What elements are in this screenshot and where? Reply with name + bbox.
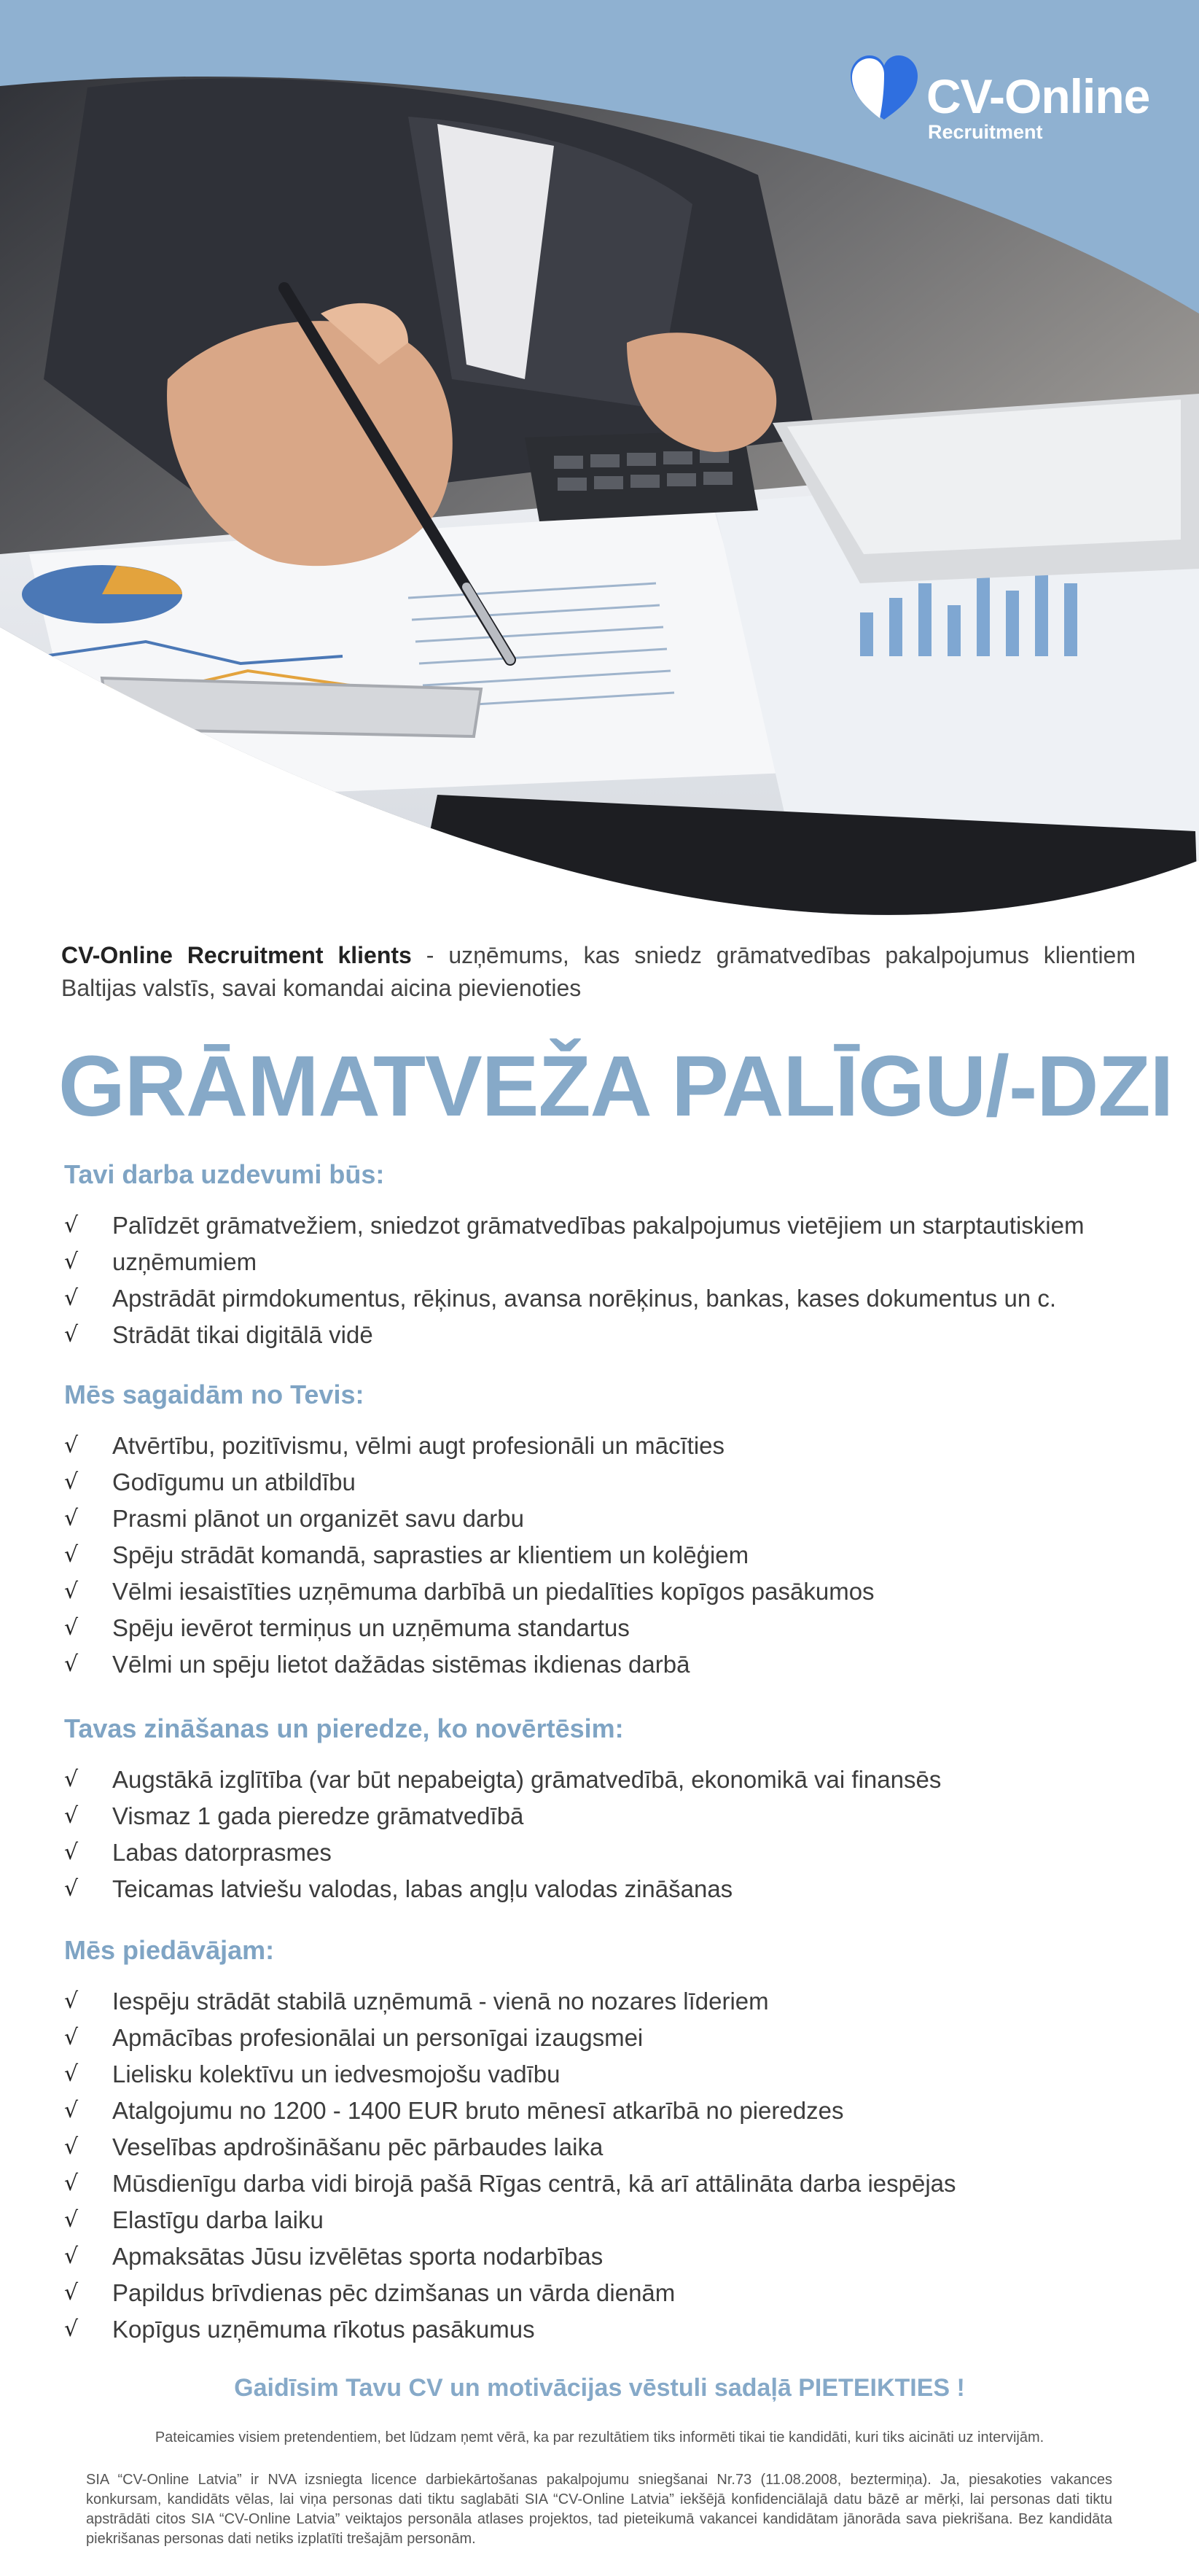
list-item: √ Mūsdienīgu darba vidi birojā pašā Rīgas centrā, kā arī attālināta darba iespējas bbox=[64, 2166, 1143, 2202]
legal-disclaimer: SIA “CV-Online Latvia” ir NVA izsniegta licence darbiekārtošanas pakalpojumu sniegšanai Nr.73 (11.08.2008, beztermiņa). Ja, piesakoties vakances konkursam, kandidāts vēlas, lai viņa personas dati tiktu saglabāti SIA “CV-Online Latvia” iekšējā konfidenciālajā datu bāzē ar mērķi, lai personas dati tiktu apstrādāti citos SIA “CV-Online Latvia” veiktajos personāla atlases projektos, tad pieteikumā vakancei kandidātam jānorāda sava piekrišana. Bez kandidāta piekrišanas personas dati netiks izplatīti trešajām personām. bbox=[86, 2472, 1112, 2547]
section-expectations bbox=[64, 1378, 1143, 1683]
check-icon: √ bbox=[64, 1249, 79, 1275]
check-icon: √ bbox=[64, 2244, 79, 2269]
intro-paragraph bbox=[61, 939, 1136, 1005]
list-item: √ Iespēju strādāt stabilā uzņēmumā - vienā no nozares līderiem bbox=[64, 1983, 1143, 2020]
list-item: √ Spēju ievērot termiņus un uzņēmuma standartus bbox=[64, 1610, 1143, 1646]
list-item: √ Apmaksātas Jūsu izvēlētas sporta nodarbības bbox=[64, 2238, 1143, 2275]
intro-text: - uzņēmums, kas sniedz grāmatvedības pakalpojumus klientiem Baltijas valstīs, savai komandai aicina pievienoties bbox=[61, 942, 1136, 1001]
logo-wordmark: CV-Online bbox=[926, 69, 1150, 123]
list-item: √ uzņēmumiem bbox=[64, 1244, 1143, 1280]
list-item: √ Kopīgus uzņēmuma rīkotus pasākumus bbox=[64, 2311, 1143, 2348]
list-item: √ Spēju strādāt komandā, saprasties ar klientiem un kolēģiem bbox=[64, 1537, 1143, 1573]
list-item: √ Labas datorprasmes bbox=[64, 1834, 1143, 1871]
check-icon: √ bbox=[64, 1213, 79, 1238]
section-heading: Tavi darba uzdevumi būs: bbox=[64, 1159, 385, 1189]
section-heading: Mēs sagaidām no Tevis: bbox=[64, 1380, 364, 1409]
section-list bbox=[64, 1207, 1143, 1353]
section-heading: Tavas zināšanas un pieredze, ko novērtēsim: bbox=[64, 1713, 624, 1743]
list-item: √ Vēlmi un spēju lietot dažādas sistēmas ikdienas darbā bbox=[64, 1646, 1143, 1683]
check-icon: √ bbox=[64, 2207, 79, 2233]
list-item: √ Atalgojumu no 1200 - 1400 EUR bruto mēnesī atkarībā no pieredzes bbox=[64, 2093, 1143, 2129]
list-item: √ Augstākā izglītība (var būt nepabeigta) grāmatvedībā, ekonomikā vai finansēs bbox=[64, 1762, 1143, 1798]
check-icon: √ bbox=[64, 1433, 79, 1458]
check-icon: √ bbox=[64, 2098, 79, 2123]
check-icon: √ bbox=[64, 1988, 79, 2014]
list-item: √ Godīgumu un atbildību bbox=[64, 1464, 1143, 1501]
apply-call-to-action: Gaidīsim Tavu CV un motivācijas vēstuli sadaļā PIETEIKTIES ! bbox=[234, 2374, 965, 2402]
check-icon: √ bbox=[64, 1803, 79, 1829]
logo-subtitle: Recruitment bbox=[928, 121, 1043, 143]
list-item: √ Apstrādāt pirmdokumentus, rēķinus, avansa norēķinus, bankas, kases dokumentus un c. bbox=[64, 1280, 1143, 1317]
hero-banner bbox=[0, 0, 1199, 941]
cv-online-heart-logo-icon bbox=[848, 52, 921, 125]
check-icon: √ bbox=[64, 1469, 79, 1495]
section-list bbox=[64, 1983, 1143, 2348]
list-item: √ Apmācības profesionālai un personīgai izaugsmei bbox=[64, 2020, 1143, 2056]
section-list bbox=[64, 1762, 1143, 1907]
section-heading: Mēs piedāvājam: bbox=[64, 1935, 275, 1965]
check-icon: √ bbox=[64, 2134, 79, 2160]
list-item: √ Veselības apdrošināšanu pēc pārbaudes laika bbox=[64, 2129, 1143, 2166]
list-item: √ Elastīgu darba laiku bbox=[64, 2202, 1143, 2238]
check-icon: √ bbox=[64, 2061, 79, 2087]
check-icon: √ bbox=[64, 1542, 79, 1568]
candidate-note: Pateicamies visiem pretendentiem, bet lūdzam ņemt vērā, ka par rezultātiem tiks informēti tikai tie kandidāti, kuri tiks aicināti uz intervijām. bbox=[155, 2429, 1044, 2445]
list-item: √ Atvērtību, pozitīvismu, vēlmi augt profesionāli un mācīties bbox=[64, 1428, 1143, 1464]
section-tasks bbox=[64, 1158, 1143, 1353]
check-icon: √ bbox=[64, 1285, 79, 1311]
check-icon: √ bbox=[64, 2025, 79, 2050]
check-icon: √ bbox=[64, 1579, 79, 1604]
section-list bbox=[64, 1428, 1143, 1683]
check-icon: √ bbox=[64, 1322, 79, 1347]
check-icon: √ bbox=[64, 1767, 79, 1792]
cv-online-logo[interactable] bbox=[848, 52, 1154, 155]
section-offer bbox=[64, 1934, 1143, 2348]
list-item: √ Prasmi plānot un organizēt savu darbu bbox=[64, 1501, 1143, 1537]
check-icon: √ bbox=[64, 1506, 79, 1531]
check-icon: √ bbox=[64, 1615, 79, 1641]
check-icon: √ bbox=[64, 2280, 79, 2305]
list-item: √ Vēlmi iesaistīties uzņēmuma darbībā un piedalīties kopīgos pasākumos bbox=[64, 1573, 1143, 1610]
list-item: √ Vismaz 1 gada pieredze grāmatvedībā bbox=[64, 1798, 1143, 1834]
intro-company: CV-Online Recruitment klients bbox=[61, 942, 412, 968]
section-skills bbox=[64, 1712, 1143, 1907]
list-item: √ Lielisku kolektīvu un iedvesmojošu vadību bbox=[64, 2056, 1143, 2093]
list-item: √ Strādāt tikai digitālā vidē bbox=[64, 1317, 1143, 1353]
check-icon: √ bbox=[64, 1840, 79, 1865]
list-item: √ Papildus brīvdienas pēc dzimšanas un vārda dienām bbox=[64, 2275, 1143, 2311]
check-icon: √ bbox=[64, 2316, 79, 2342]
check-icon: √ bbox=[64, 1651, 79, 1677]
check-icon: √ bbox=[64, 1876, 79, 1902]
list-item: √ Teicamas latviešu valodas, labas angļu valodas zināšanas bbox=[64, 1871, 1143, 1907]
list-item: √ Palīdzēt grāmatvežiem, sniedzot grāmatvedības pakalpojumus vietējiem un starptautiskiem bbox=[64, 1207, 1143, 1244]
job-title: GRĀMATVEŽA PALĪGU/-DZI bbox=[58, 1038, 1173, 1135]
check-icon: √ bbox=[64, 2171, 79, 2196]
